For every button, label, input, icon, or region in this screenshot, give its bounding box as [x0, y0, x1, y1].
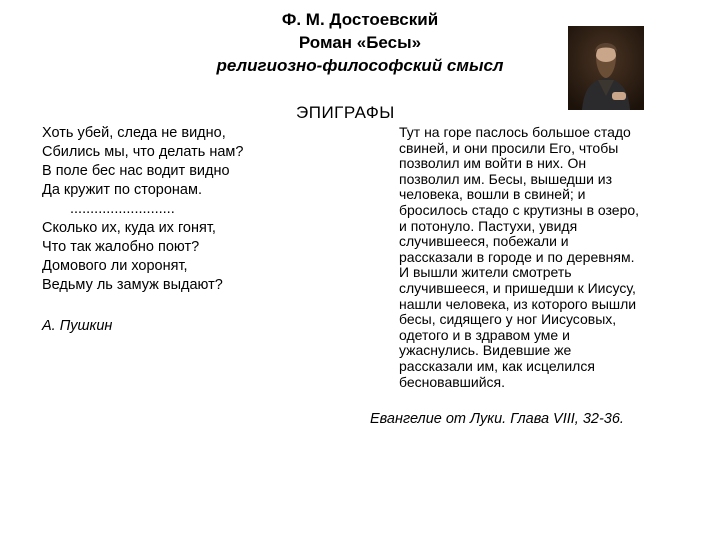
gospel-line: рассказали в городе и по деревням.: [399, 248, 635, 265]
gospel-epigraph: [399, 125, 689, 390]
title-author: Ф. М. Достоевский: [281, 10, 439, 29]
pushkin-epigraph: [42, 124, 342, 336]
epigraphs-heading: ЭПИГРАФЫ: [296, 103, 395, 122]
poem-line: Что так жалобно поют?: [42, 239, 200, 255]
poem-line: Хоть убей, следа не видно,: [42, 125, 226, 141]
poem-author: А. Пушкин: [42, 318, 113, 334]
title-subtitle: религиозно-философский смысл: [216, 56, 504, 75]
poem-line: Ведьму ль замуж выдают?: [42, 277, 223, 293]
poem-line: Да кружит по сторонам.: [42, 182, 202, 198]
gospel-line: бесновавшийся.: [399, 373, 506, 390]
slide-title: [150, 8, 570, 77]
gospel-line: и потонуло. Пастухи, увидя: [399, 217, 578, 234]
gospel-line: человека, вошли в свиней; и: [399, 186, 586, 203]
gospel-line: случившееся, и пришедши к Иисусу,: [399, 279, 636, 296]
gospel-source: Евангелие от Луки. Глава VIII, 32-36.: [370, 411, 624, 427]
gospel-line: бесы, сидящего у ног Иисусовых,: [399, 311, 617, 328]
poem-line: В поле бес нас водит видно: [42, 163, 230, 179]
gospel-line: случившееся, побежали и: [399, 233, 569, 250]
poem-line: Сбились мы, что делать нам?: [42, 144, 244, 160]
portrait-photo-icon: [568, 26, 644, 110]
gospel-line: ужаснулись. Видевшие же: [399, 342, 572, 359]
gospel-line: свиней, и они просили Его, чтобы: [399, 139, 619, 156]
poem-line: Сколько их, куда их гонят,: [42, 220, 216, 236]
gospel-line: бросилось стадо с крутизны в озеро,: [399, 201, 640, 218]
title-novel: Роман «Бесы»: [298, 33, 422, 52]
gospel-line: Тут на горе паслось большое стадо: [399, 124, 631, 140]
gospel-line: позволил им. Бесы, вышедши из: [399, 170, 613, 187]
gospel-line: одетого и в здравом уме и: [399, 326, 570, 343]
gospel-line: нашли человека, из которого вышли: [399, 295, 637, 312]
gospel-line: позволил им войти в них. Он: [399, 155, 587, 172]
gospel-line: И вышли жители смотреть: [399, 264, 572, 281]
poem-ellipsis: ..........................: [70, 201, 175, 217]
poem-line: Домового ли хоронят,: [42, 258, 188, 274]
gospel-line: рассказали им, как исцелился: [399, 357, 595, 374]
